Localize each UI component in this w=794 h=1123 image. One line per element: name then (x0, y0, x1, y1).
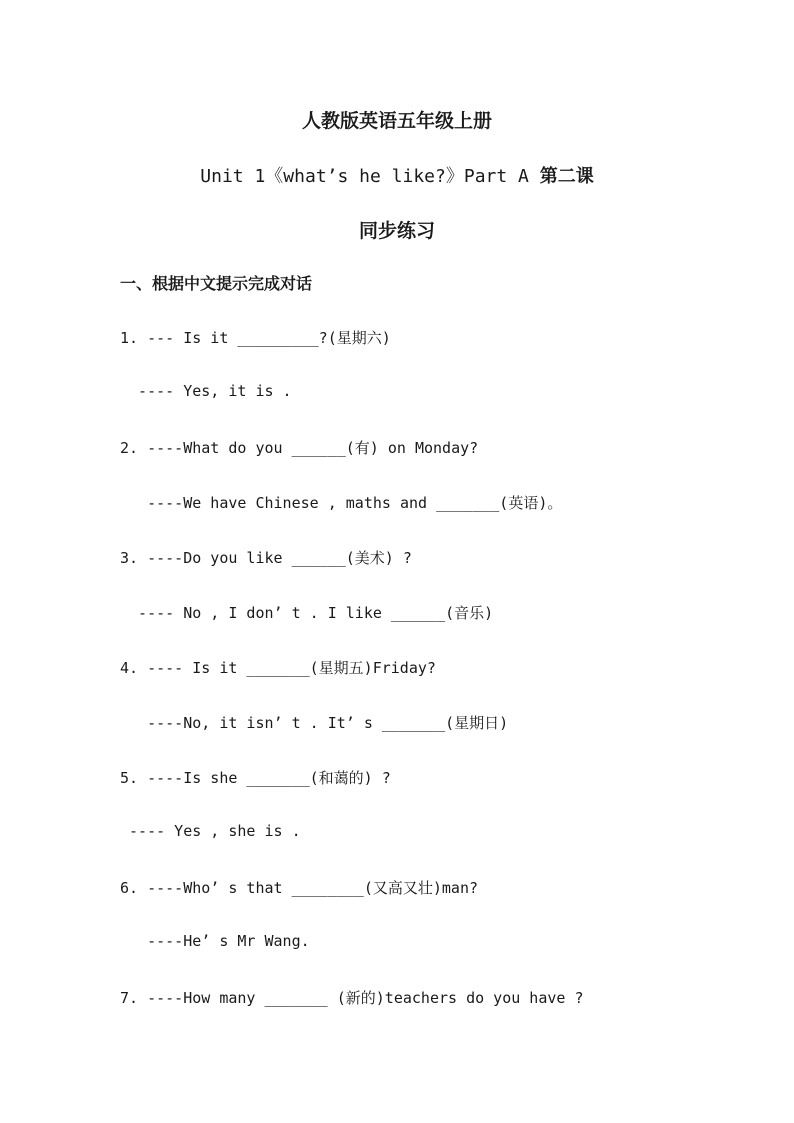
exercise-line-10: ---- Yes , she is . (120, 822, 301, 840)
exercise-line-8: ----No, it isn’ t . It’ s _______(星期日) (120, 714, 509, 732)
exercise-line-3: 2. ----What do you ______(有) on Monday? (120, 439, 479, 457)
exercise-line-11: 6. ----Who’ s that ________(又高又壮)man? (120, 879, 479, 897)
exercise-line-5: 3. ----Do you like ______(美术) ? (120, 549, 412, 567)
exercise-line-13: 7. ----How many _______ (新的)teachers do you have ? (120, 989, 584, 1007)
exercise-line-6: ---- No , I don’ t . I like ______(音乐) (120, 604, 494, 622)
unit-title-lesson: 第二课 (539, 166, 594, 187)
exercise-line-7: 4. ---- Is it _______(星期五)Friday? (120, 659, 436, 677)
page-title: 人教版英语五年级上册 (301, 110, 492, 132)
exercise-line-2: ---- Yes, it is . (120, 382, 292, 400)
exercise-line-12: ----He’ s Mr Wang. (120, 932, 310, 950)
unit-title (0, 162, 794, 188)
unit-title-text: Unit 1《what’s he like?》Part A (200, 166, 540, 187)
exercise-line-4: ----We have Chinese , maths and _______(英语)。 (120, 494, 563, 512)
exercise-line-1: 1. --- Is it _________?(星期六) (120, 329, 391, 347)
section-heading: 一、根据中文提示完成对话 (120, 274, 313, 293)
page-subtitle: 同步练习 (358, 220, 435, 242)
exercise-line-9: 5. ----Is she _______(和蔼的) ? (120, 769, 391, 787)
